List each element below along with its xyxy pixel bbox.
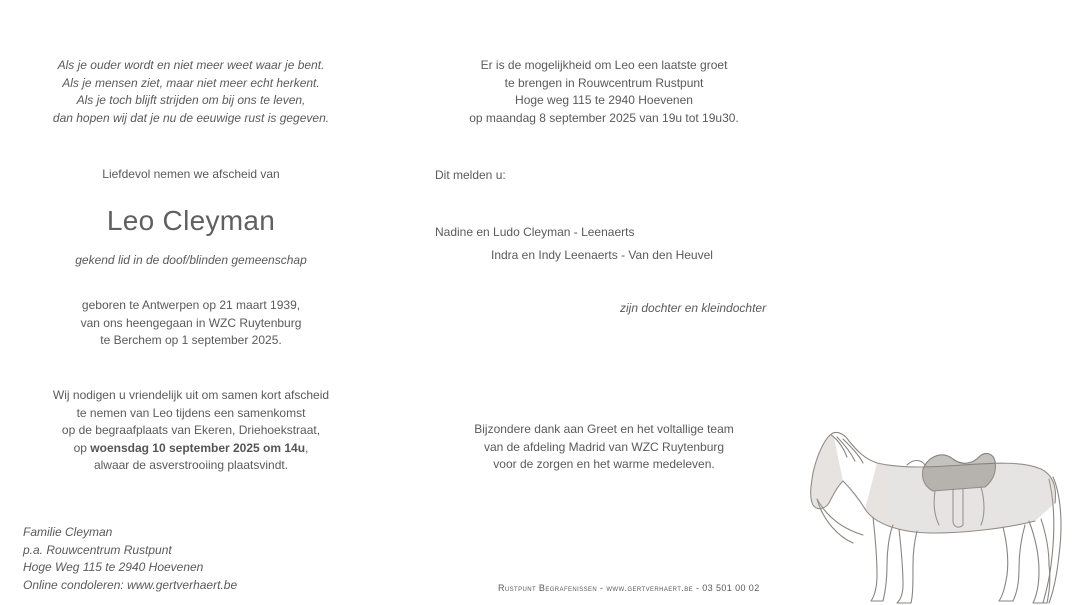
invite-line-date: [30, 440, 352, 458]
invite-post: ,: [305, 440, 309, 455]
announce-text: Dit melden u:: [435, 168, 506, 182]
visit-line: op maandag 8 september 2025 van 19u tot 19u30.: [469, 110, 739, 125]
correspondence-address: [23, 524, 343, 594]
birth-line: van ons heengegaan in WZC Ruytenburg: [80, 315, 302, 330]
invite-line: op de begraafplaats van Ekeren, Driehoekstraat,: [61, 423, 321, 437]
thanks: [434, 421, 774, 474]
invite-pre: op: [73, 440, 91, 455]
visit-line: Er is de mogelijkheid om Leo een laatste groet: [480, 58, 728, 72]
horse-illustration: [803, 425, 1065, 605]
birth-line: te Berchem op 1 september 2025.: [100, 333, 282, 347]
footer-credits: Rustpunt Begrafenissen - www.gertverhaert.be - 03 501 00 02: [498, 583, 760, 593]
intro-text: Liefdevol nemen we afscheid van: [102, 167, 280, 181]
visit-info: [434, 57, 774, 127]
deceased-name: Leo Cleyman: [106, 205, 276, 236]
thanks-line: voor de zorgen en het warme medeleven.: [493, 457, 715, 471]
thanks-line: Bijzondere dank aan Greet en het voltallige team: [474, 422, 734, 436]
invite-line: te nemen van Leo tijdens een samenkomst: [76, 405, 306, 420]
family-line-2: Indra en Indy Leenaerts - Van den Heuvel: [491, 248, 713, 262]
birth-death-info: [30, 297, 352, 350]
invitation: [30, 387, 352, 475]
ceremony-date: woensdag 10 september 2025 om 14u: [90, 440, 306, 455]
subtitle: gekend lid in de doof/blinden gemeenschap: [75, 253, 307, 267]
address-line: Familie Cleyman: [23, 525, 113, 539]
address-line: Hoge Weg 115 te 2940 Hoevenen: [23, 560, 204, 574]
invite-line: Wij nodigen u vriendelijk uit om samen kort afscheid: [52, 388, 330, 402]
address-line: p.a. Rouwcentrum Rustpunt: [23, 542, 172, 557]
relation-text: zijn dochter en kleindochter: [620, 301, 767, 315]
address-line: Online condoleren: www.gertverhaert.be: [23, 577, 238, 592]
visit-line: te brengen in Rouwcentrum Rustpunt: [504, 75, 704, 90]
poem: [30, 57, 352, 127]
invite-line: alwaar de asverstrooiing plaatsvindt.: [93, 458, 289, 472]
family-line-1: Nadine en Ludo Cleyman - Leenaerts: [435, 225, 635, 239]
poem-line: Als je ouder wordt en niet meer weet waar je bent.: [57, 58, 325, 72]
poem-line: Als je mensen ziet, maar niet meer echt herkent.: [62, 75, 320, 90]
thanks-line: van de afdeling Madrid van WZC Ruytenburg: [483, 439, 725, 454]
visit-line: Hoge weg 115 te 2940 Hoevenen: [515, 93, 693, 107]
poem-line: Als je toch blijft strijden om bij ons te leven,: [76, 93, 306, 107]
poem-line: dan hopen wij dat je nu de eeuwige rust is gegeven.: [52, 110, 330, 125]
birth-line: geboren te Antwerpen op 21 maart 1939,: [81, 298, 301, 312]
